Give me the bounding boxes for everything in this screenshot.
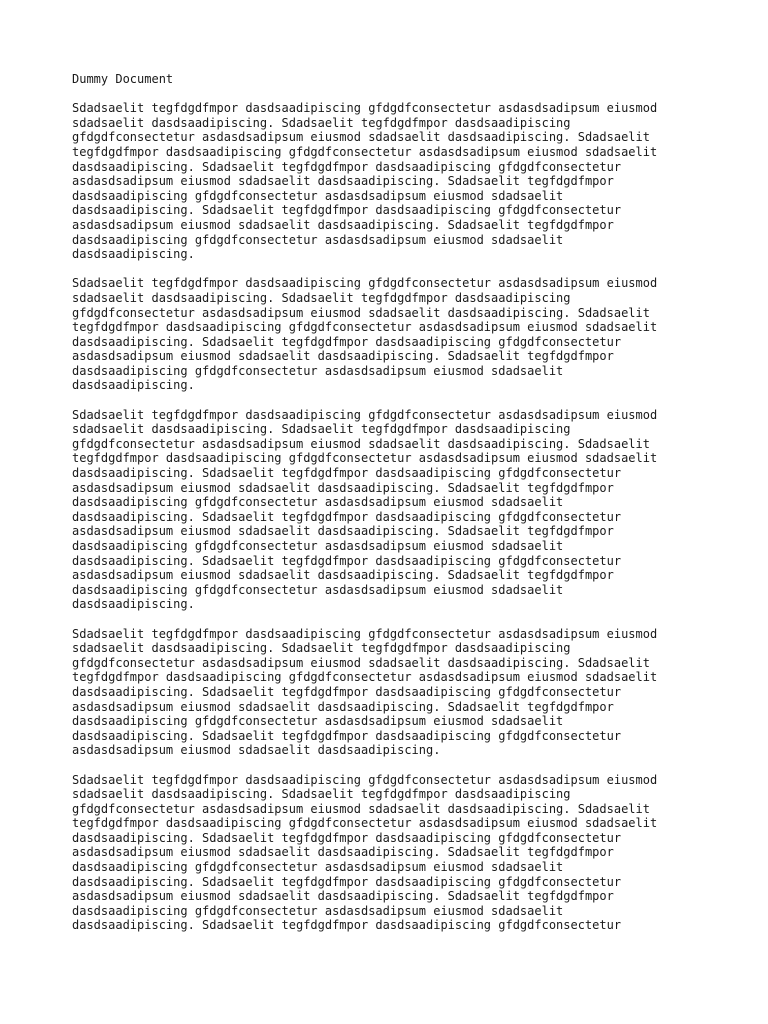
- text-line: asdasdsadipsum eiusmod sdadsaelit dasdsaadipiscing. Sdadsaelit tegfdgdfmpor: [72, 568, 614, 583]
- text-line: tegfdgdfmpor dasdsaadipiscing gfdgdfconsectetur asdasdsadipsum eiusmod sdadsaelit: [72, 451, 658, 466]
- text-line: dasdsaadipiscing.: [72, 378, 195, 393]
- text-line: asdasdsadipsum eiusmod sdadsaelit dasdsaadipiscing. Sdadsaelit tegfdgdfmpor: [72, 480, 614, 495]
- text-line: dasdsaadipiscing gfdgdfconsectetur asdasdsadipsum eiusmod sdadsaelit: [72, 714, 564, 729]
- text-line: Sdadsaelit tegfdgdfmpor dasdsaadipiscing gfdgdfconsectetur asdasdsadipsum eiusmod: [72, 772, 658, 787]
- text-line: asdasdsadipsum eiusmod sdadsaelit dasdsaadipiscing. Sdadsaelit tegfdgdfmpor: [72, 349, 614, 364]
- text-line: asdasdsadipsum eiusmod sdadsaelit dasdsaadipiscing. Sdadsaelit tegfdgdfmpor: [72, 699, 614, 714]
- text-line: sdadsaelit dasdsaadipiscing. Sdadsaelit tegfdgdfmpor dasdsaadipiscing: [72, 641, 571, 656]
- text-line: dasdsaadipiscing gfdgdfconsectetur asdasdsadipsum eiusmod sdadsaelit: [72, 495, 564, 510]
- text-line: dasdsaadipiscing gfdgdfconsectetur asdasdsadipsum eiusmod sdadsaelit: [72, 232, 564, 247]
- paragraph-3: [72, 408, 712, 612]
- text-line: dasdsaadipiscing. Sdadsaelit tegfdgdfmpor dasdsaadipiscing gfdgdfconsectetur: [72, 728, 622, 743]
- text-line: Sdadsaelit tegfdgdfmpor dasdsaadipiscing gfdgdfconsectetur asdasdsadipsum eiusmod: [72, 407, 658, 422]
- paragraph-2: [72, 276, 712, 393]
- text-line: dasdsaadipiscing. Sdadsaelit tegfdgdfmpor dasdsaadipiscing gfdgdfconsectetur: [72, 159, 622, 174]
- text-line: dasdsaadipiscing. Sdadsaelit tegfdgdfmpor dasdsaadipiscing gfdgdfconsectetur: [72, 684, 622, 699]
- text-line: dasdsaadipiscing. Sdadsaelit tegfdgdfmpor dasdsaadipiscing gfdgdfconsectetur: [72, 334, 622, 349]
- text-line: asdasdsadipsum eiusmod sdadsaelit dasdsaadipiscing. Sdadsaelit tegfdgdfmpor: [72, 217, 614, 232]
- text-line: sdadsaelit dasdsaadipiscing. Sdadsaelit tegfdgdfmpor dasdsaadipiscing: [72, 422, 571, 437]
- paragraph-4: [72, 627, 712, 758]
- text-line: sdadsaelit dasdsaadipiscing. Sdadsaelit tegfdgdfmpor dasdsaadipiscing: [72, 115, 571, 130]
- text-line: dasdsaadipiscing gfdgdfconsectetur asdasdsadipsum eiusmod sdadsaelit: [72, 860, 564, 875]
- text-line: Sdadsaelit tegfdgdfmpor dasdsaadipiscing gfdgdfconsectetur asdasdsadipsum eiusmod: [72, 276, 658, 291]
- text-line: dasdsaadipiscing. Sdadsaelit tegfdgdfmpor dasdsaadipiscing gfdgdfconsectetur: [72, 830, 622, 845]
- text-line: asdasdsadipsum eiusmod sdadsaelit dasdsaadipiscing. Sdadsaelit tegfdgdfmpor: [72, 174, 614, 189]
- text-line: gfdgdfconsectetur asdasdsadipsum eiusmod sdadsaelit dasdsaadipiscing. Sdadsaelit: [72, 655, 650, 670]
- text-line: dasdsaadipiscing gfdgdfconsectetur asdasdsadipsum eiusmod sdadsaelit: [72, 539, 564, 553]
- text-line: dasdsaadipiscing. Sdadsaelit tegfdgdfmpor dasdsaadipiscing gfdgdfconsectetur: [72, 509, 622, 524]
- text-line: tegfdgdfmpor dasdsaadipiscing gfdgdfconsectetur asdasdsadipsum eiusmod sdadsaelit: [72, 816, 658, 831]
- text-line: dasdsaadipiscing gfdgdfconsectetur asdasdsadipsum eiusmod sdadsaelit: [72, 363, 564, 378]
- text-line: dasdsaadipiscing.: [72, 247, 195, 262]
- text-line: dasdsaadipiscing. Sdadsaelit tegfdgdfmpor dasdsaadipiscing gfdgdfconsectetur: [72, 203, 622, 218]
- text-line: gfdgdfconsectetur asdasdsadipsum eiusmod sdadsaelit dasdsaadipiscing. Sdadsaelit: [72, 801, 650, 816]
- text-line: dasdsaadipiscing gfdgdfconsectetur asdasdsadipsum eiusmod sdadsaelit: [72, 903, 564, 918]
- text-line: dasdsaadipiscing. Sdadsaelit tegfdgdfmpor dasdsaadipiscing gfdgdfconsectetur: [72, 918, 622, 933]
- text-line: dasdsaadipiscing gfdgdfconsectetur asdasdsadipsum eiusmod sdadsaelit: [72, 188, 564, 203]
- text-line: tegfdgdfmpor dasdsaadipiscing gfdgdfconsectetur asdasdsadipsum eiusmod sdadsaelit: [72, 144, 658, 159]
- text-line: dasdsaadipiscing. Sdadsaelit tegfdgdfmpor dasdsaadipiscing gfdgdfconsectetur: [72, 874, 622, 889]
- paragraph-5: [72, 773, 712, 934]
- text-line: gfdgdfconsectetur asdasdsadipsum eiusmod sdadsaelit dasdsaadipiscing. Sdadsaelit: [72, 436, 650, 451]
- text-line: tegfdgdfmpor dasdsaadipiscing gfdgdfconsectetur asdasdsadipsum eiusmod sdadsaelit: [72, 670, 658, 685]
- text-line: Sdadsaelit tegfdgdfmpor dasdsaadipiscing gfdgdfconsectetur asdasdsadipsum eiusmod: [72, 626, 658, 641]
- text-line: dasdsaadipiscing. Sdadsaelit tegfdgdfmpor dasdsaadipiscing gfdgdfconsectetur: [72, 553, 622, 568]
- text-line: sdadsaelit dasdsaadipiscing. Sdadsaelit tegfdgdfmpor dasdsaadipiscing: [72, 787, 571, 802]
- text-line: Sdadsaelit tegfdgdfmpor dasdsaadipiscing gfdgdfconsectetur asdasdsadipsum eiusmod: [72, 101, 658, 116]
- text-line: gfdgdfconsectetur asdasdsadipsum eiusmod sdadsaelit dasdsaadipiscing. Sdadsaelit: [72, 305, 650, 320]
- text-line: tegfdgdfmpor dasdsaadipiscing gfdgdfconsectetur asdasdsadipsum eiusmod sdadsaelit: [72, 320, 658, 335]
- paragraph-1: [72, 101, 712, 262]
- text-line: asdasdsadipsum eiusmod sdadsaelit dasdsaadipiscing.: [72, 743, 441, 758]
- text-line: dasdsaadipiscing.: [72, 597, 195, 612]
- text-line: sdadsaelit dasdsaadipiscing. Sdadsaelit tegfdgdfmpor dasdsaadipiscing: [72, 290, 571, 305]
- text-line: asdasdsadipsum eiusmod sdadsaelit dasdsaadipiscing. Sdadsaelit tegfdgdfmpor: [72, 845, 614, 860]
- text-line: gfdgdfconsectetur asdasdsadipsum eiusmod sdadsaelit dasdsaadipiscing. Sdadsaelit: [72, 130, 650, 145]
- text-line: dasdsaadipiscing gfdgdfconsectetur asdasdsadipsum eiusmod sdadsaelit: [72, 582, 564, 597]
- text-line: dasdsaadipiscing. Sdadsaelit tegfdgdfmpor dasdsaadipiscing gfdgdfconsectetur: [72, 466, 622, 481]
- document-page: [72, 72, 712, 948]
- text-line: asdasdsadipsum eiusmod sdadsaelit dasdsaadipiscing. Sdadsaelit tegfdgdfmpor: [72, 889, 614, 904]
- document-title: Dummy Document: [72, 72, 174, 86]
- text-line: asdasdsadipsum eiusmod sdadsaelit dasdsaadipiscing. Sdadsaelit tegfdgdfmpor: [72, 524, 614, 539]
